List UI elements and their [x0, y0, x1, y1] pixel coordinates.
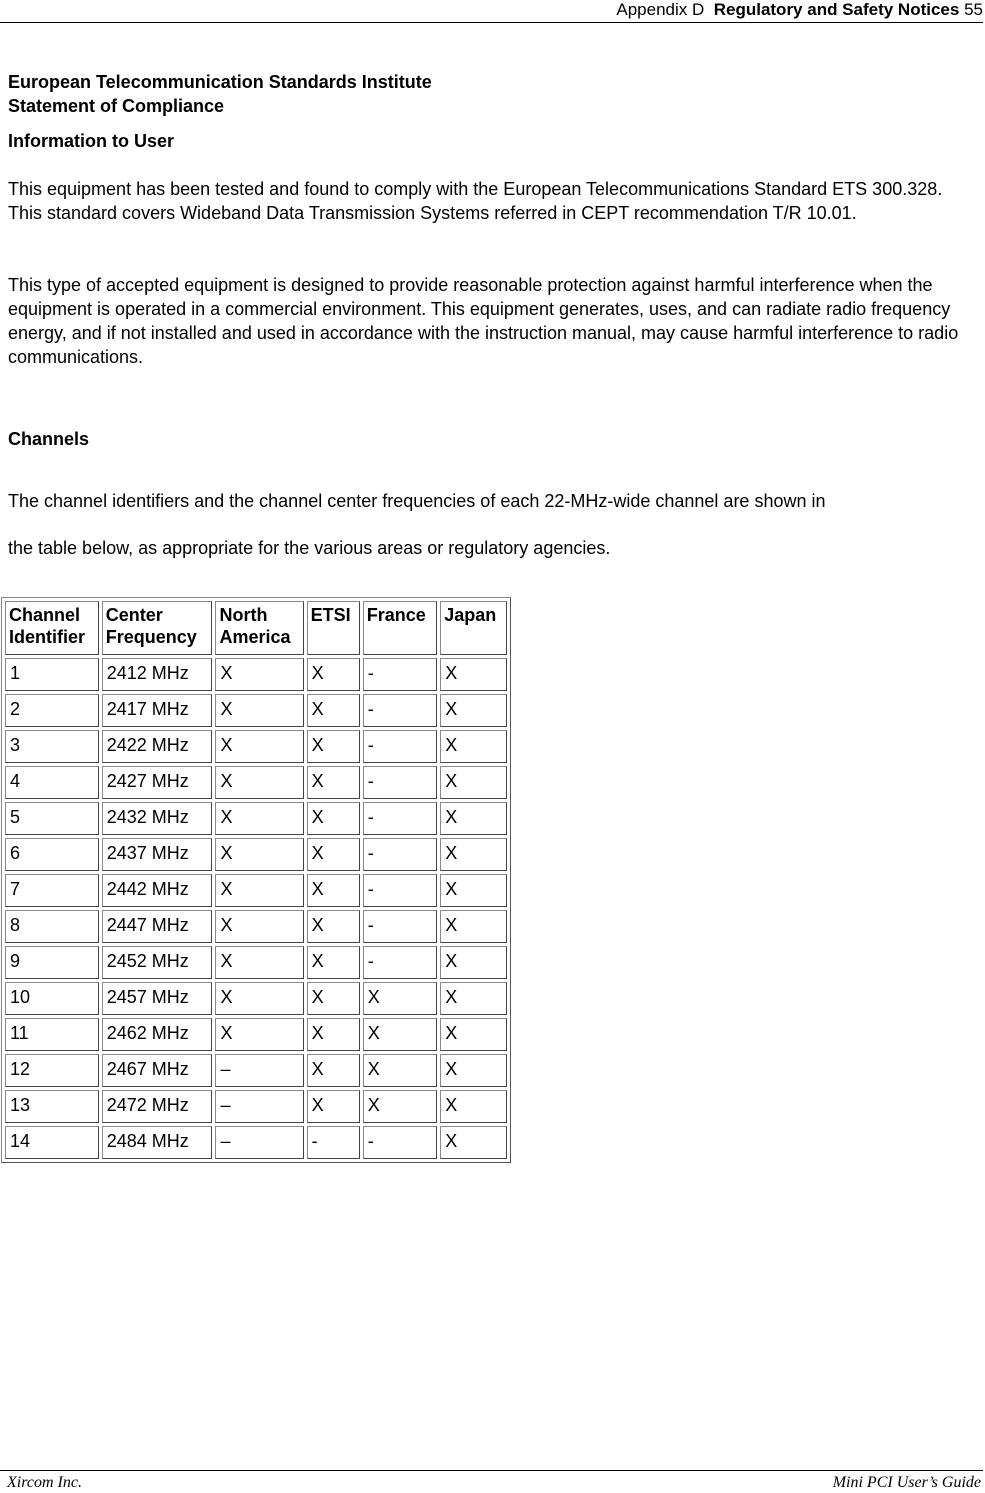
page-header	[0, 0, 983, 23]
table-cell: X	[307, 1018, 360, 1051]
table-cell: 11	[5, 1018, 99, 1051]
table-body	[5, 658, 507, 1159]
table-cell: 6	[5, 838, 99, 871]
table-cell: 2417 MHz	[102, 694, 213, 727]
table-cell: X	[440, 838, 507, 871]
table-cell: X	[440, 1054, 507, 1087]
table-cell: X	[215, 658, 303, 691]
table-cell: 2442 MHz	[102, 874, 213, 907]
table-cell: -	[363, 910, 438, 943]
table-cell: 2427 MHz	[102, 766, 213, 799]
table-cell: X	[440, 1090, 507, 1123]
table-cell: 5	[5, 802, 99, 835]
table-cell: 2432 MHz	[102, 802, 213, 835]
table-cell: 9	[5, 946, 99, 979]
table-row	[5, 766, 507, 799]
table-cell: -	[363, 730, 438, 763]
table-row	[5, 1018, 507, 1051]
table-cell: X	[307, 946, 360, 979]
table-row	[5, 694, 507, 727]
table-cell: 12	[5, 1054, 99, 1087]
column-header-line-1: ETSI	[310, 605, 351, 625]
table-cell: X	[363, 1018, 438, 1051]
table-cell: 13	[5, 1090, 99, 1123]
table-row	[5, 838, 507, 871]
table-cell: X	[307, 982, 360, 1015]
column-header	[215, 601, 303, 655]
table-cell: X	[440, 946, 507, 979]
table-cell: X	[307, 802, 360, 835]
footer-guide-title: Mini PCI User’s Guide	[832, 1474, 981, 1491]
table-row	[5, 1090, 507, 1123]
table-cell: 2	[5, 694, 99, 727]
column-header-line-1: Channel	[9, 605, 81, 625]
table-cell: X	[440, 730, 507, 763]
table-cell: X	[307, 694, 360, 727]
table-cell: –	[215, 1054, 303, 1087]
table-cell: -	[363, 946, 438, 979]
table-cell: -	[363, 658, 438, 691]
channel-table	[2, 598, 510, 1162]
column-header	[307, 601, 360, 655]
table-cell: X	[440, 766, 507, 799]
table-cell: –	[215, 1126, 303, 1159]
table-cell: X	[440, 1018, 507, 1051]
table-cell: X	[215, 874, 303, 907]
table-cell: 2447 MHz	[102, 910, 213, 943]
table-cell: X	[440, 694, 507, 727]
table-cell: X	[440, 658, 507, 691]
table-cell: 2462 MHz	[102, 1018, 213, 1051]
table-cell: X	[215, 766, 303, 799]
table-cell: X	[440, 910, 507, 943]
header-appendix: Appendix D	[616, 0, 705, 19]
table-cell: X	[307, 838, 360, 871]
table-cell: X	[440, 1126, 507, 1159]
table-cell: -	[363, 694, 438, 727]
table-cell: 14	[5, 1126, 99, 1159]
table-cell: X	[215, 838, 303, 871]
interference-paragraph: This type of accepted equipment is designed to provide reasonable protection against harmful interference when the equipment is operated in a commercial environment. This equipment generates, uses, and can radiate radio frequency energy, and if not installed and used in accordance with the instruction manual, may cause harmful interference to radio communications.	[8, 275, 959, 367]
table-cell: X	[215, 910, 303, 943]
table-cell: X	[363, 1054, 438, 1087]
table-cell: 2472 MHz	[102, 1090, 213, 1123]
table-cell: -	[363, 838, 438, 871]
table-cell: 2467 MHz	[102, 1054, 213, 1087]
table-cell: X	[215, 694, 303, 727]
column-header-line-1: Center	[105, 605, 163, 625]
table-cell: 10	[5, 982, 99, 1015]
info-heading: Information to User	[8, 131, 175, 151]
table-cell: 1	[5, 658, 99, 691]
table-cell: –	[215, 1090, 303, 1123]
table-cell: X	[215, 946, 303, 979]
table-cell: -	[363, 1126, 438, 1159]
channels-intro-line-1: The channel identifiers and the channel center frequencies of each 22-MHz-wide channel are shown in	[8, 491, 826, 511]
table-cell: X	[307, 658, 360, 691]
table-cell: X	[440, 982, 507, 1015]
header-section-title: Regulatory and Safety Notices	[713, 0, 960, 19]
table-cell: X	[440, 874, 507, 907]
table-cell: X	[215, 982, 303, 1015]
table-cell: 2484 MHz	[102, 1126, 213, 1159]
table-header-row	[5, 601, 507, 655]
column-header	[440, 601, 507, 655]
table-cell: X	[307, 730, 360, 763]
table-cell: -	[363, 766, 438, 799]
table-cell: X	[307, 874, 360, 907]
header-page-number: 55	[964, 0, 983, 19]
table-row	[5, 910, 507, 943]
table-cell: 2452 MHz	[102, 946, 213, 979]
page-content	[8, 70, 968, 558]
table-cell: 8	[5, 910, 99, 943]
page-footer	[0, 1470, 983, 1491]
table-cell: -	[363, 802, 438, 835]
table-cell: 3	[5, 730, 99, 763]
table-cell: X	[215, 802, 303, 835]
table-cell: -	[307, 1126, 360, 1159]
table-cell: -	[363, 874, 438, 907]
table-cell: X	[307, 766, 360, 799]
table-row	[5, 1126, 507, 1159]
table-row	[5, 730, 507, 763]
table-cell: 4	[5, 766, 99, 799]
table-row	[5, 802, 507, 835]
table-cell: 2437 MHz	[102, 838, 213, 871]
compliance-paragraph: This equipment has been tested and found to comply with the European Telecommunications Standard ETS 300.328. This standard covers Wideband Data Transmission Systems referred in CEPT recommendation T/R 10.01.	[8, 179, 943, 223]
channel-table-frame	[1, 597, 511, 1163]
title-line-2: Statement of Compliance	[8, 96, 225, 116]
table-cell: 2422 MHz	[102, 730, 213, 763]
table-cell: X	[307, 1090, 360, 1123]
table-row	[5, 982, 507, 1015]
column-header	[102, 601, 213, 655]
table-row	[5, 946, 507, 979]
table-cell: X	[363, 982, 438, 1015]
table-row	[5, 874, 507, 907]
column-header-line-2: Identifier	[9, 627, 86, 647]
table-cell: X	[215, 1018, 303, 1051]
table-cell: X	[440, 802, 507, 835]
table-cell: X	[307, 1054, 360, 1087]
column-header-line-1: France	[366, 605, 426, 625]
table-row	[5, 658, 507, 691]
column-header-line-2: America	[219, 627, 291, 647]
table-cell: X	[307, 910, 360, 943]
table-cell: X	[363, 1090, 438, 1123]
table-row	[5, 1054, 507, 1087]
table-cell: 2457 MHz	[102, 982, 213, 1015]
column-header-line-2: Frequency	[105, 627, 197, 647]
footer-company: Xircom Inc.	[7, 1474, 82, 1491]
table-cell: X	[215, 730, 303, 763]
document-title	[8, 70, 968, 118]
channels-heading: Channels	[8, 429, 90, 449]
column-header	[363, 601, 438, 655]
table-cell: 2412 MHz	[102, 658, 213, 691]
channels-intro-line-2: the table below, as appropriate for the various areas or regulatory agencies.	[8, 538, 611, 558]
title-line-1: European Telecommunication Standards Institute	[8, 72, 432, 92]
column-header-line-1: North	[219, 605, 268, 625]
column-header	[5, 601, 99, 655]
column-header-line-1: Japan	[444, 605, 497, 625]
table-cell: 7	[5, 874, 99, 907]
